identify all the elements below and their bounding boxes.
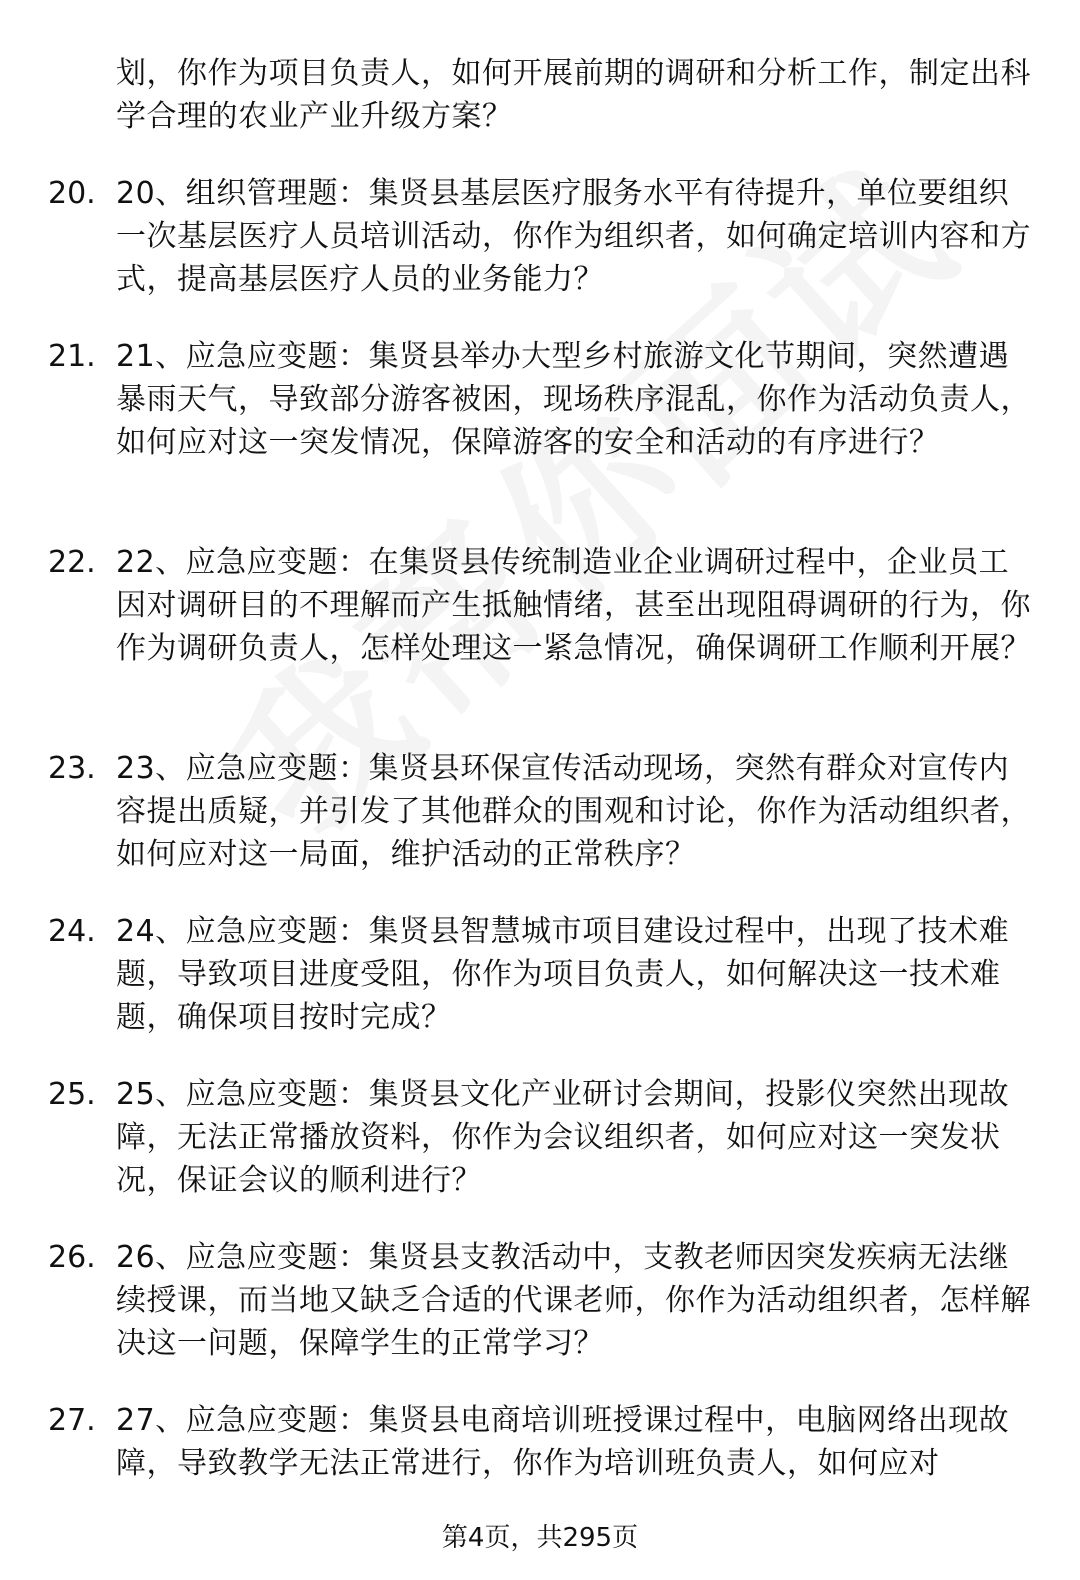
- item-number: 25.: [48, 1077, 96, 1112]
- item-number: 27.: [48, 1403, 96, 1438]
- item-text: 25、应急应变题：集贤县文化产业研讨会期间，投影仪突然出现故障，无法正常播放资料，你作为会议组织者，如何应对这一突发状况，保证会议的顺利进行？: [116, 1077, 1010, 1198]
- item-text: 划，你作为项目负责人，如何开展前期的调研和分析工作，制定出科学合理的农业产业升级方案？: [116, 56, 1031, 134]
- item-text: 24、应急应变题：集贤县智慧城市项目建设过程中，出现了技术难题，导致项目进度受阻，你作为项目负责人，如何解决这一技术难题，确保项目按时完成？: [116, 914, 1010, 1035]
- item-number: 23.: [48, 751, 96, 786]
- item-number: 20.: [48, 176, 96, 211]
- item-text: 27、应急应变题：集贤县电商培训班授课过程中，电脑网络出现故障，导致教学无法正常进行，你作为培训班负责人，如何应对: [116, 1403, 1010, 1481]
- page-footer: 第4页，共295页: [441, 1523, 639, 1553]
- item-number: 26.: [48, 1240, 96, 1275]
- item-text: 23、应急应变题：集贤县环保宣传活动现场，突然有群众对宣传内容提出质疑，并引发了其他群众的围观和讨论，你作为活动组织者，如何应对这一局面，维护活动的正常秩序？: [116, 751, 1031, 872]
- item-number: 21.: [48, 339, 96, 374]
- item-number: 24.: [48, 914, 96, 949]
- item-text: 21、应急应变题：集贤县举办大型乡村旅游文化节期间，突然遭遇暴雨天气，导致部分游客被困，现场秩序混乱，你作为活动负责人，如何应对这一突发情况，保障游客的安全和活动的有序进行？: [116, 339, 1031, 460]
- item-text: 22、应急应变题：在集贤县传统制造业企业调研过程中，企业员工因对调研目的不理解而产生抵触情绪，甚至出现阻碍调研的行为，你作为调研负责人，怎样处理这一紧急情况，确保调研工作顺利开展？: [116, 545, 1031, 666]
- item-number: 22.: [48, 545, 96, 580]
- item-text: 20、组织管理题：集贤县基层医疗服务水平有待提升，单位要组织一次基层医疗人员培训活动，你作为组织者，如何确定培训内容和方式，提高基层医疗人员的业务能力？: [116, 176, 1031, 297]
- item-text: 26、应急应变题：集贤县支教活动中，支教老师因突发疾病无法继续授课，而当地又缺乏合适的代课老师，你作为活动组织者，怎样解决这一问题，保障学生的正常学习？: [116, 1240, 1031, 1361]
